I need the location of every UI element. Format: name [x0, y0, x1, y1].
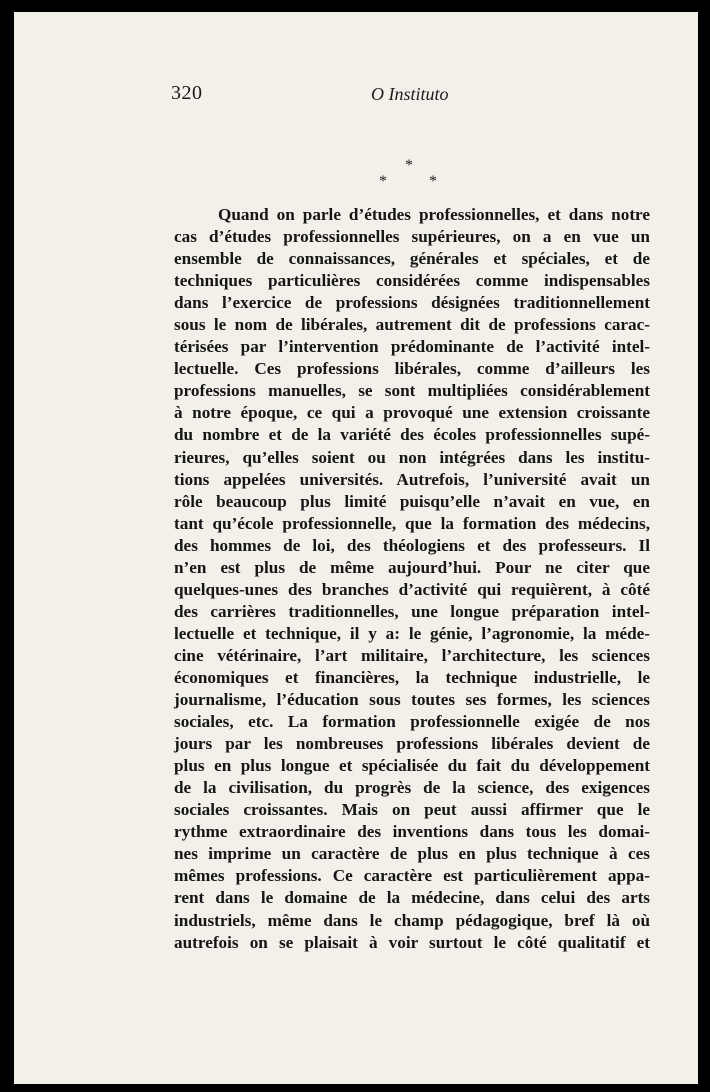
page-header [171, 82, 471, 112]
text-line: nes imprime un caractère de plus en plus technique à ces [174, 844, 650, 864]
text-line: sous le nom de libérales, autrement dit de professions carac- [174, 315, 650, 335]
page-number: 320 [171, 82, 203, 104]
separator-star: * [379, 173, 387, 190]
text-line: rieures, qu’elles soient ou non intégrées dans les institu- [174, 447, 650, 467]
text-line: autrefois on se plaisait à voir surtout le côté qualitatif et [174, 932, 650, 952]
scanned-page [14, 12, 698, 1084]
text-line: professions manuelles, se sont multipliées considérablement [174, 381, 650, 401]
text-line: sociales croissantes. Mais on peut aussi affirmer que le [174, 800, 650, 820]
text-line: dans l’exercice de professions désignées traditionnellement [174, 293, 650, 313]
body-paragraph [174, 204, 650, 954]
text-line: Quand on parle d’études professionnelles, et dans notre [218, 205, 650, 224]
text-line: cas d’études professionnelles supérieures, on a en vue un [174, 227, 650, 247]
text-line: des hommes de loi, des théologiens et des professeurs. Il [174, 535, 650, 555]
text-line: mêmes professions. Ce caractère est particulièrement appa- [174, 866, 650, 886]
text-line: tant qu’école professionnelle, que la formation des médecins, [174, 513, 650, 533]
text-line: économiques et financières, la technique industrielle, le [174, 667, 650, 687]
text-line: techniques particulières considérées comme indispensables [174, 271, 650, 291]
text-line: ensemble de connaissances, générales et spéciales, et de [174, 249, 650, 269]
text-line: cine vétérinaire, l’art militaire, l’architecture, les sciences [174, 645, 650, 665]
text-line: tions appelées universités. Autrefois, l’université avait un [174, 469, 650, 489]
text-line: du nombre et de la variété des écoles professionnelles supé- [174, 425, 650, 445]
text-line: des carrières traditionnelles, une longue préparation intel- [174, 601, 650, 621]
text-line: térisées par l’intervention prédominante de l’activité intel- [174, 337, 650, 357]
text-line: rent dans le domaine de la médecine, dans celui des arts [174, 888, 650, 908]
text-line: n’en est plus de même aujourd’hui. Pour ne citer que [174, 557, 650, 577]
section-separator [379, 157, 449, 193]
text-line: rôle beaucoup plus limité puisqu’elle n’avait en vue, en [174, 491, 650, 511]
text-line: plus en plus longue et spécialisée du fait du développement [174, 756, 650, 776]
text-line: sociales, etc. La formation professionnelle exigée de nos [174, 712, 650, 732]
text-line: lectuelle. Ces professions libérales, comme d’ailleurs les [174, 359, 650, 379]
text-line: rythme extraordinaire des inventions dans tous les domai- [174, 822, 650, 842]
text-line: journalisme, l’éducation sous toutes ses formes, les sciences [174, 690, 650, 710]
separator-star: * [429, 173, 437, 190]
separator-star: * [405, 157, 413, 174]
text-line: lectuelle et technique, il y a: le génie, l’agronomie, la méde- [174, 623, 650, 643]
running-title: O Instituto [371, 84, 449, 104]
text-line: industriels, même dans le champ pédagogique, bref là où [174, 910, 650, 930]
text-line: de la civilisation, du progrès de la science, des exigences [174, 778, 650, 798]
text-line: jours par les nombreuses professions libérales devient de [174, 734, 650, 754]
text-line: quelques-unes des branches d’activité qui requièrent, à côté [174, 579, 650, 599]
text-line: à notre époque, ce qui a provoqué une extension croissante [174, 403, 650, 423]
